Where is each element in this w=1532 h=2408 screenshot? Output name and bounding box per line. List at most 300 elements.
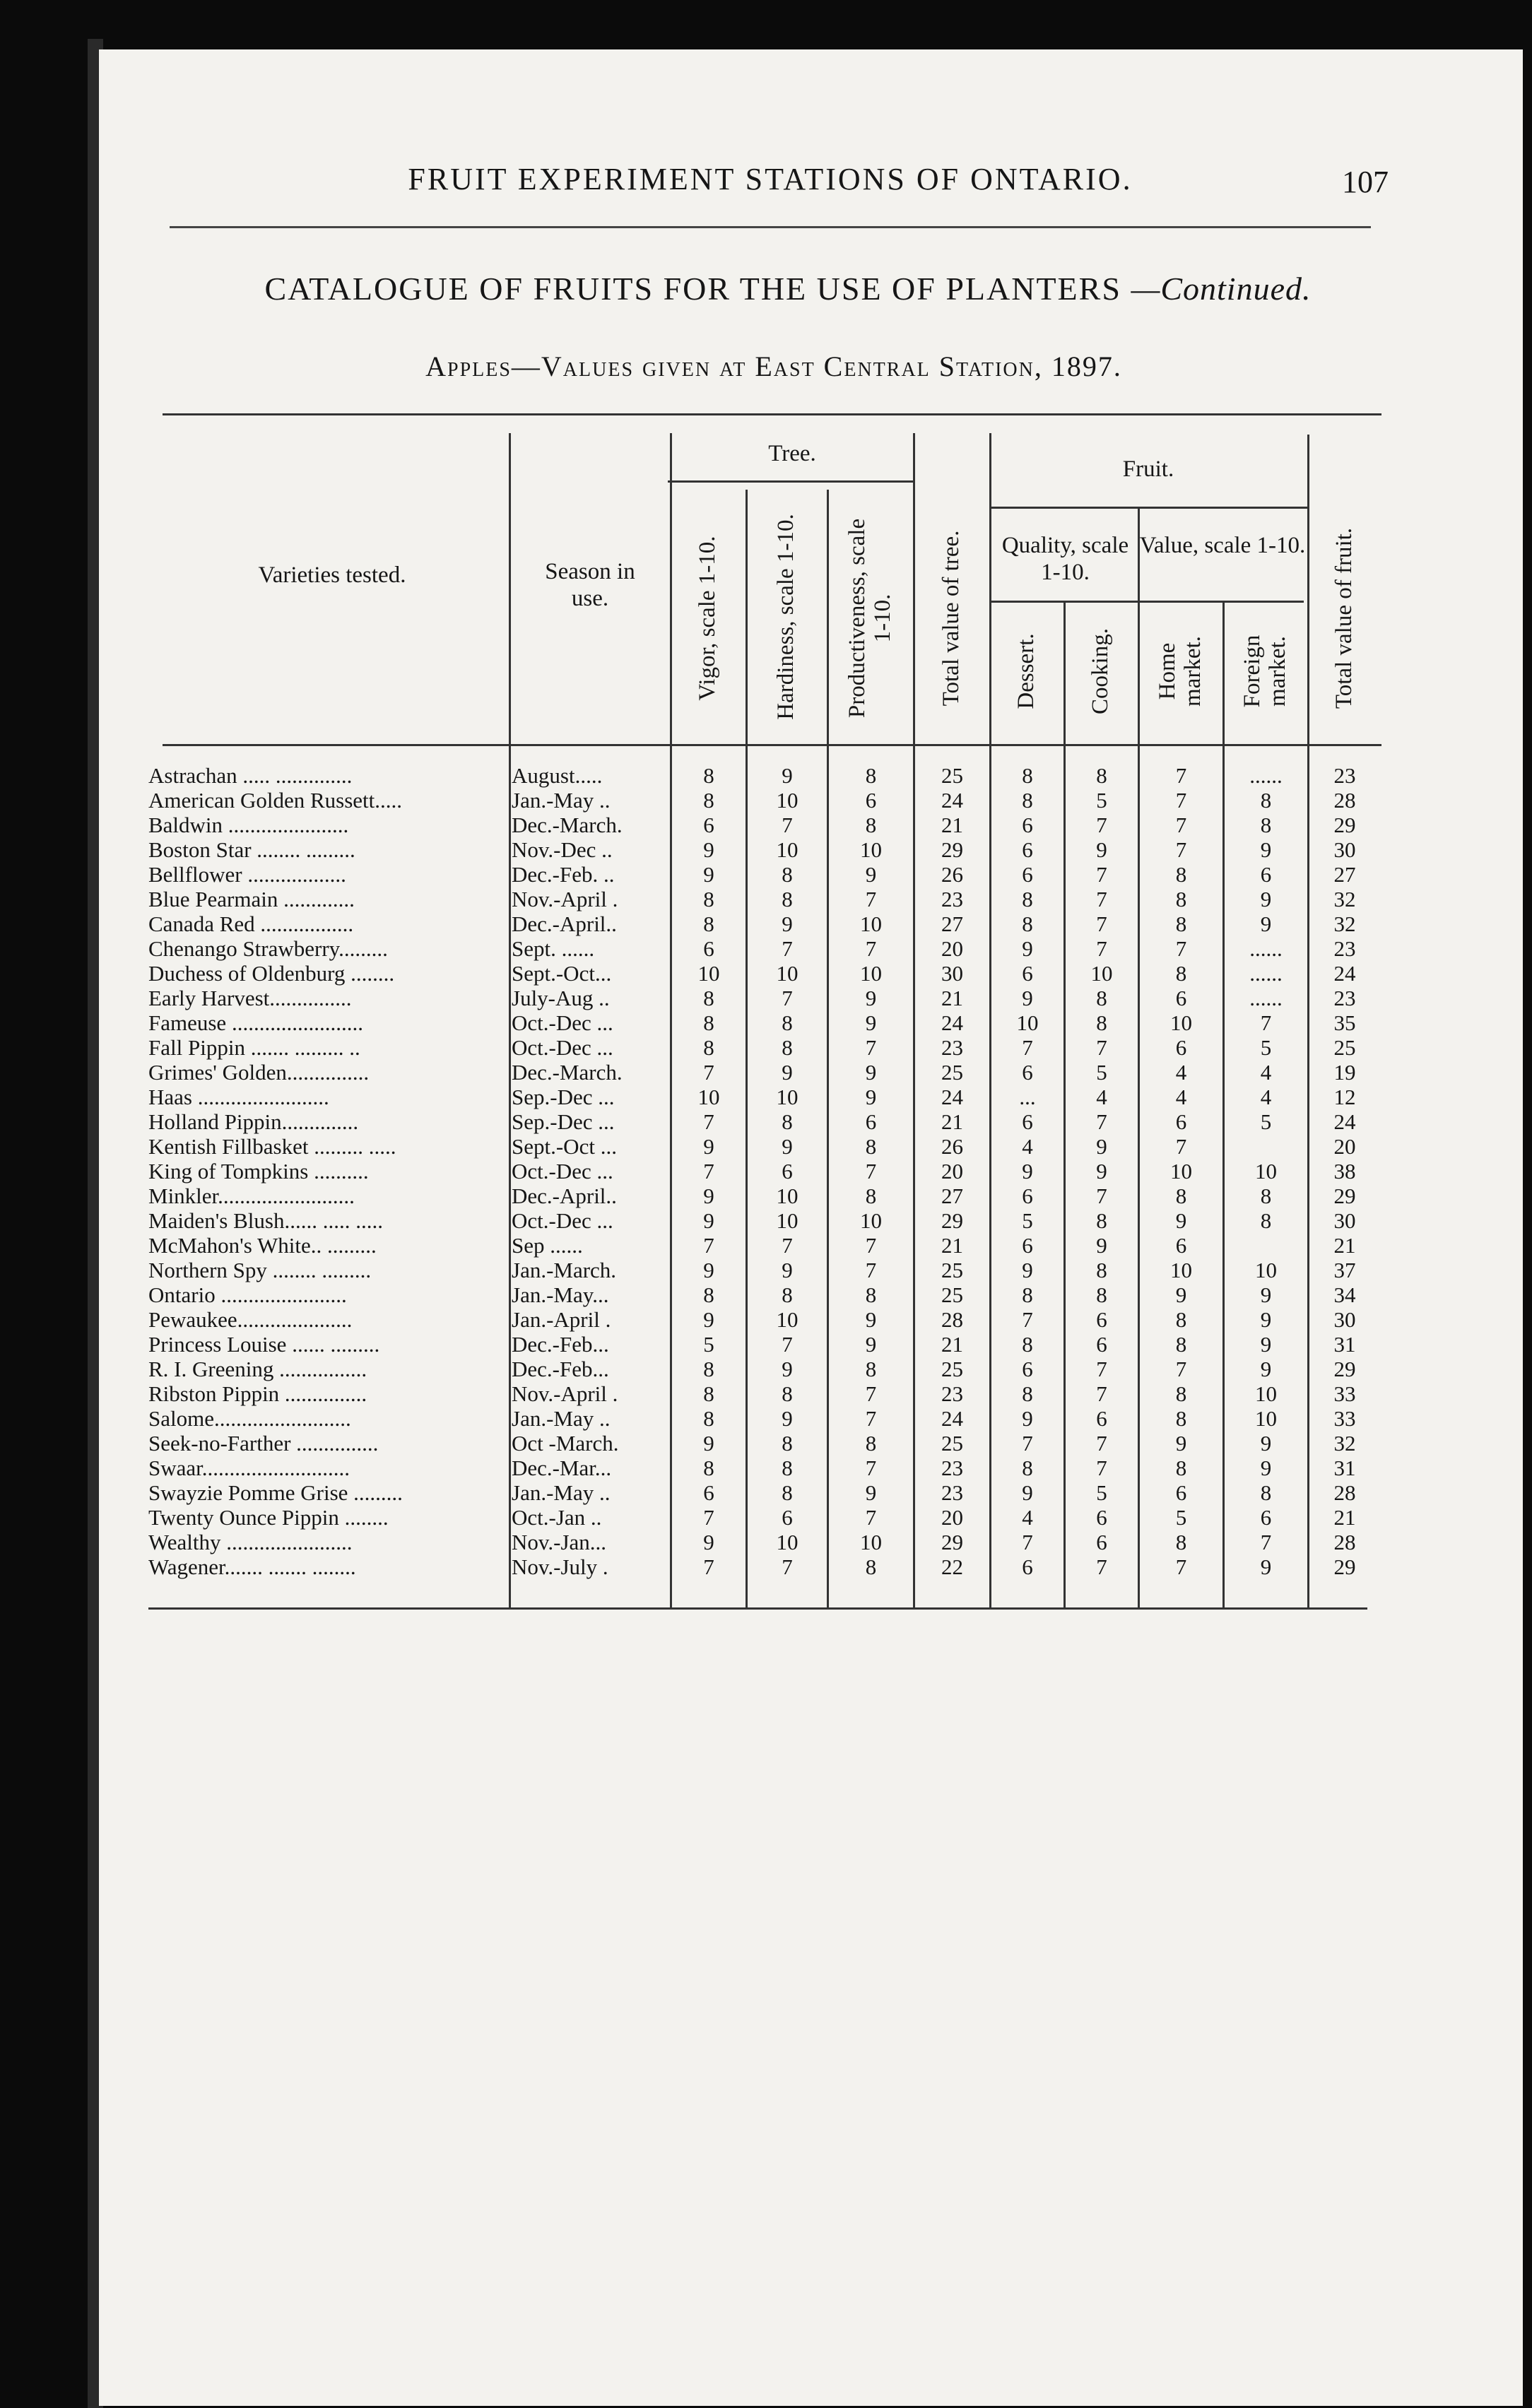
cell-foreign: 9	[1260, 1456, 1272, 1480]
cell-foreign: 7	[1260, 1010, 1272, 1035]
cell-home: 5	[1175, 1505, 1187, 1530]
table-row	[148, 1431, 1378, 1456]
cell-total-fruit: 12	[1333, 1085, 1356, 1109]
cell-home: 7	[1175, 837, 1187, 862]
cell-total-tree: 30	[941, 961, 963, 986]
cell-name: McMahon's White.. .........	[148, 1233, 377, 1258]
cell-productiveness: 10	[860, 911, 882, 936]
cell-home: 9	[1175, 1208, 1187, 1233]
cell-season: Oct -March.	[512, 1431, 619, 1456]
cell-total-tree: 22	[941, 1554, 963, 1579]
cell-total-fruit: 29	[1333, 1554, 1356, 1579]
cell-total-tree: 25	[941, 1282, 963, 1307]
cell-home: 4	[1175, 1060, 1187, 1085]
cell-dessert: 6	[1022, 1554, 1033, 1579]
cell-total-tree: 25	[941, 1060, 963, 1085]
cell-name: Duchess of Oldenburg ........	[148, 961, 395, 986]
cell-dessert: 9	[1022, 986, 1033, 1010]
header-dessert: Dessert.	[1013, 633, 1039, 709]
cell-vigor: 8	[703, 1456, 714, 1480]
cell-name: Baldwin ......................	[148, 813, 349, 837]
header-quality: Quality, scale 1-10.	[1001, 533, 1129, 585]
cell-total-fruit: 21	[1333, 1233, 1356, 1258]
header-fruit: Fruit.	[1122, 456, 1174, 482]
cell-season: Nov.-July .	[512, 1554, 608, 1579]
cell-home: 8	[1175, 1456, 1187, 1480]
cell-total-tree: 28	[941, 1307, 963, 1332]
cell-cooking: 5	[1096, 1060, 1107, 1085]
cell-name: Grimes' Golden...............	[148, 1060, 370, 1085]
cell-dessert: 8	[1022, 1381, 1033, 1406]
cell-total-fruit: 30	[1333, 837, 1356, 862]
cell-dessert: 6	[1022, 961, 1033, 986]
cell-total-fruit: 28	[1333, 788, 1356, 813]
cell-season: Jan.-May ..	[512, 788, 611, 813]
cell-hardiness: 8	[782, 887, 793, 911]
cell-season: Dec.-April..	[512, 1184, 617, 1208]
cell-season: Dec.-Feb...	[512, 1332, 609, 1357]
table-row	[148, 1010, 1378, 1035]
cell-foreign: 10	[1255, 1406, 1277, 1431]
cell-total-fruit: 35	[1333, 1010, 1356, 1035]
cell-foreign: 8	[1260, 788, 1272, 813]
cell-cooking: 7	[1096, 1431, 1107, 1456]
cell-dessert: 9	[1022, 1258, 1033, 1282]
table-row	[148, 1332, 1378, 1357]
cell-cooking: 7	[1096, 862, 1107, 887]
table-row	[148, 986, 1378, 1010]
cell-vigor: 8	[703, 911, 714, 936]
cell-total-fruit: 37	[1333, 1258, 1356, 1282]
cell-home: 8	[1175, 862, 1187, 887]
cell-total-fruit: 24	[1333, 1109, 1356, 1134]
cell-name: Kentish Fillbasket ......... .....	[148, 1134, 396, 1159]
table-row	[148, 1035, 1378, 1060]
cell-vigor: 9	[703, 1184, 714, 1208]
cell-season: Sept. ......	[512, 936, 595, 961]
cell-foreign: 5	[1260, 1109, 1272, 1134]
cell-total-tree: 24	[941, 1010, 963, 1035]
cell-cooking: 8	[1096, 763, 1107, 788]
cell-total-tree: 26	[941, 1134, 963, 1159]
cell-total-fruit: 30	[1333, 1208, 1356, 1233]
table-bottom-rule	[148, 1607, 1367, 1610]
table-row	[148, 887, 1378, 911]
table-row	[148, 1109, 1378, 1134]
cell-total-tree: 23	[941, 1381, 963, 1406]
cell-season: Sep.-Dec ...	[512, 1085, 615, 1109]
cell-dessert: 6	[1022, 1060, 1033, 1085]
cell-cooking: 7	[1096, 1109, 1107, 1134]
cell-name: Canada Red .................	[148, 911, 354, 936]
cell-hardiness: 10	[776, 1085, 799, 1109]
cell-total-fruit: 34	[1333, 1282, 1356, 1307]
cell-total-tree: 21	[941, 1332, 963, 1357]
cell-name: Haas ........................	[148, 1085, 329, 1109]
cell-name: Swaar...........................	[148, 1456, 350, 1480]
cell-vigor: 9	[703, 837, 714, 862]
cell-vigor: 6	[703, 936, 714, 961]
cell-foreign: 8	[1260, 1480, 1272, 1505]
header-home-market: Home market.	[1155, 636, 1206, 707]
cell-cooking: 9	[1096, 1134, 1107, 1159]
cell-total-fruit: 29	[1333, 1357, 1356, 1381]
cell-vigor: 5	[703, 1332, 714, 1357]
cell-total-tree: 25	[941, 1258, 963, 1282]
cell-home: 7	[1175, 1134, 1187, 1159]
cell-foreign: 8	[1260, 813, 1272, 837]
table-row	[148, 788, 1378, 813]
cell-productiveness: 8	[865, 1357, 877, 1381]
cell-name: King of Tompkins ..........	[148, 1159, 369, 1184]
table-top-rule	[163, 413, 1381, 415]
cell-dessert: 6	[1022, 813, 1033, 837]
cell-dessert: 7	[1022, 1530, 1033, 1554]
table-row	[148, 1554, 1378, 1579]
cell-season: Nov.-Dec ..	[512, 837, 613, 862]
cell-hardiness: 8	[782, 1480, 793, 1505]
table-row	[148, 961, 1378, 986]
cell-cooking: 7	[1096, 1456, 1107, 1480]
cell-foreign: 9	[1260, 837, 1272, 862]
cell-cooking: 7	[1096, 1357, 1107, 1381]
cell-vigor: 9	[703, 1431, 714, 1456]
cell-home: 6	[1175, 1480, 1187, 1505]
cell-dessert: 8	[1022, 1332, 1033, 1357]
header-value: Value, scale 1-10.	[1139, 533, 1306, 558]
cell-productiveness: 10	[860, 1530, 882, 1554]
cell-name: Blue Pearmain .............	[148, 887, 355, 911]
table-row	[148, 1282, 1378, 1307]
cell-cooking: 6	[1096, 1307, 1107, 1332]
page-number: 107	[1342, 165, 1389, 199]
cell-home: 6	[1175, 1109, 1187, 1134]
table-row	[148, 1085, 1378, 1109]
cell-season: Jan.-April .	[512, 1307, 611, 1332]
table-row	[148, 1357, 1378, 1381]
cell-productiveness: 7	[865, 1233, 877, 1258]
cell-dessert: 8	[1022, 1282, 1033, 1307]
cell-cooking: 5	[1096, 1480, 1107, 1505]
cell-total-tree: 25	[941, 1431, 963, 1456]
cell-productiveness: 7	[865, 1505, 877, 1530]
cell-total-tree: 27	[941, 1184, 963, 1208]
cell-home: 7	[1175, 763, 1187, 788]
cell-total-tree: 25	[941, 763, 963, 788]
fruit-values-table	[148, 413, 1378, 1615]
table-row	[148, 1530, 1378, 1554]
cell-total-fruit: 29	[1333, 813, 1356, 837]
cell-productiveness: 9	[865, 1010, 877, 1035]
cell-total-tree: 25	[941, 1357, 963, 1381]
cell-foreign: 10	[1255, 1258, 1277, 1282]
cell-name: Salome.........................	[148, 1406, 351, 1431]
cell-total-fruit: 24	[1333, 961, 1356, 986]
cell-home: 9	[1175, 1431, 1187, 1456]
cell-total-tree: 20	[941, 1505, 963, 1530]
cell-foreign: 9	[1260, 1431, 1272, 1456]
cell-vigor: 8	[703, 1282, 714, 1307]
cell-vigor: 8	[703, 986, 714, 1010]
cell-total-fruit: 23	[1333, 986, 1356, 1010]
table-row	[148, 1184, 1378, 1208]
cell-season: Nov.-April .	[512, 887, 618, 911]
cell-hardiness: 6	[782, 1505, 793, 1530]
cell-total-tree: 23	[941, 1035, 963, 1060]
header-rule	[170, 226, 1371, 228]
cell-name: Princess Louise ...... .........	[148, 1332, 380, 1357]
cell-home: 7	[1175, 936, 1187, 961]
cell-total-fruit: 20	[1333, 1134, 1356, 1159]
cell-name: Ontario .......................	[148, 1282, 347, 1307]
cell-dessert: 8	[1022, 887, 1033, 911]
cell-dessert: 4	[1022, 1134, 1033, 1159]
cell-total-fruit: 19	[1333, 1060, 1356, 1085]
cell-productiveness: 9	[865, 1332, 877, 1357]
cell-cooking: 8	[1096, 986, 1107, 1010]
running-head: FRUIT EXPERIMENT STATIONS OF ONTARIO.	[408, 162, 1133, 196]
cell-hardiness: 9	[782, 1406, 793, 1431]
cell-total-tree: 29	[941, 837, 963, 862]
cell-dessert: 6	[1022, 1184, 1033, 1208]
cell-hardiness: 9	[782, 1060, 793, 1085]
table-row	[148, 862, 1378, 887]
cell-foreign: 10	[1255, 1381, 1277, 1406]
cell-productiveness: 9	[865, 862, 877, 887]
cell-name: Ribston Pippin ...............	[148, 1381, 367, 1406]
cell-hardiness: 7	[782, 1233, 793, 1258]
cell-productiveness: 7	[865, 1159, 877, 1184]
cell-season: Nov.-April .	[512, 1381, 618, 1406]
cell-vigor: 6	[703, 813, 714, 837]
cell-name: Northern Spy ........ .........	[148, 1258, 372, 1282]
cell-cooking: 8	[1096, 1208, 1107, 1233]
cell-total-tree: 29	[941, 1530, 963, 1554]
cell-hardiness: 7	[782, 813, 793, 837]
cell-total-tree: 29	[941, 1208, 963, 1233]
table-row	[148, 1456, 1378, 1480]
catalogue-title	[212, 270, 1364, 307]
cell-total-tree: 21	[941, 813, 963, 837]
cell-cooking: 5	[1096, 788, 1107, 813]
header-productiveness: Productiveness, scale 1-10.	[844, 518, 895, 719]
cell-productiveness: 7	[865, 1035, 877, 1060]
cell-vigor: 10	[697, 961, 720, 986]
cell-foreign: 9	[1260, 911, 1272, 936]
quality-value-rule	[989, 601, 1304, 603]
cell-name: Astrachan ..... ..............	[148, 763, 353, 788]
cell-dessert: 9	[1022, 1480, 1033, 1505]
cell-cooking: 7	[1096, 936, 1107, 961]
cell-dessert: 5	[1022, 1208, 1033, 1233]
header-bottom-rule	[163, 744, 1381, 746]
cell-foreign: 4	[1260, 1060, 1272, 1085]
cell-total-tree: 21	[941, 1233, 963, 1258]
cell-vigor: 9	[703, 1208, 714, 1233]
cell-total-tree: 23	[941, 1480, 963, 1505]
table-row	[148, 837, 1378, 862]
cell-hardiness: 9	[782, 911, 793, 936]
cell-vigor: 7	[703, 1554, 714, 1579]
table-row	[148, 1233, 1378, 1258]
cell-hardiness: 10	[776, 1530, 799, 1554]
cell-foreign: 4	[1260, 1085, 1272, 1109]
cell-home: 8	[1175, 1381, 1187, 1406]
cell-hardiness: 7	[782, 936, 793, 961]
cell-home: 10	[1170, 1258, 1192, 1282]
cell-foreign: 6	[1260, 862, 1272, 887]
table-row	[148, 1505, 1378, 1530]
cell-productiveness: 8	[865, 1282, 877, 1307]
cell-cooking: 7	[1096, 1184, 1107, 1208]
cell-dessert: 8	[1022, 788, 1033, 813]
cell-cooking: 7	[1096, 1035, 1107, 1060]
cell-foreign: 10	[1255, 1159, 1277, 1184]
cell-foreign: ......	[1249, 936, 1283, 961]
cell-foreign: 8	[1260, 1184, 1272, 1208]
cell-total-fruit: 28	[1333, 1530, 1356, 1554]
header-total-fruit: Total value of fruit.	[1331, 527, 1357, 709]
cell-vigor: 9	[703, 1307, 714, 1332]
header-season: Season in use.	[545, 559, 635, 611]
cell-productiveness: 8	[865, 813, 877, 837]
cell-productiveness: 6	[865, 788, 877, 813]
cell-dessert: 6	[1022, 1357, 1033, 1381]
cell-dessert: 7	[1022, 1307, 1033, 1332]
cell-season: Oct.-Dec ...	[512, 1035, 613, 1060]
cell-home: 8	[1175, 1332, 1187, 1357]
cell-season: Dec.-April..	[512, 911, 617, 936]
cell-home: 10	[1170, 1159, 1192, 1184]
cell-hardiness: 8	[782, 1456, 793, 1480]
cell-home: 6	[1175, 986, 1187, 1010]
cell-productiveness: 7	[865, 1258, 877, 1282]
table-row	[148, 1480, 1378, 1505]
header-total-tree: Total value of tree.	[938, 530, 964, 707]
cell-season: Dec.-March.	[512, 813, 623, 837]
cell-name: Holland Pippin..............	[148, 1109, 359, 1134]
cell-productiveness: 7	[865, 887, 877, 911]
table-row	[148, 1258, 1378, 1282]
cell-vigor: 8	[703, 887, 714, 911]
cell-foreign: 9	[1260, 1332, 1272, 1357]
cell-season: Dec.-Feb...	[512, 1357, 609, 1381]
cell-foreign: 9	[1260, 1282, 1272, 1307]
cell-hardiness: 10	[776, 837, 799, 862]
cell-cooking: 6	[1096, 1406, 1107, 1431]
cell-home: 7	[1175, 1554, 1187, 1579]
cell-hardiness: 10	[776, 1208, 799, 1233]
cell-home: 9	[1175, 1282, 1187, 1307]
cell-cooking: 7	[1096, 887, 1107, 911]
cell-vigor: 7	[703, 1159, 714, 1184]
cell-name: American Golden Russett.....	[148, 788, 403, 813]
cell-foreign: ......	[1249, 961, 1283, 986]
cell-cooking: 4	[1096, 1085, 1107, 1109]
cell-dessert: 6	[1022, 1109, 1033, 1134]
cell-home: 7	[1175, 813, 1187, 837]
cell-total-tree: 26	[941, 862, 963, 887]
cell-hardiness: 8	[782, 1381, 793, 1406]
cell-cooking: 6	[1096, 1332, 1107, 1357]
cell-vigor: 8	[703, 1035, 714, 1060]
cell-vigor: 8	[703, 1357, 714, 1381]
cell-vigor: 9	[703, 1134, 714, 1159]
cell-hardiness: 7	[782, 1332, 793, 1357]
cell-dessert: 8	[1022, 911, 1033, 936]
cell-season: Oct.-Dec ...	[512, 1010, 613, 1035]
cell-name: Chenango Strawberry.........	[148, 936, 388, 961]
cell-cooking: 7	[1096, 1381, 1107, 1406]
cell-name: Seek-no-Farther ...............	[148, 1431, 379, 1456]
table-row	[148, 1060, 1378, 1085]
cell-total-fruit: 33	[1333, 1381, 1356, 1406]
header-foreign-market: Foreign market.	[1239, 635, 1290, 708]
cell-season: Jan.-May ..	[512, 1480, 611, 1505]
cell-total-fruit: 23	[1333, 763, 1356, 788]
cell-foreign: 5	[1260, 1035, 1272, 1060]
cell-hardiness: 8	[782, 1035, 793, 1060]
cell-total-fruit: 31	[1333, 1456, 1356, 1480]
catalogue-title-main: CATALOGUE OF FRUITS FOR THE USE OF PLANTERS	[264, 271, 1121, 307]
cell-total-fruit: 38	[1333, 1159, 1356, 1184]
cell-home: 7	[1175, 1357, 1187, 1381]
cell-home: 8	[1175, 1406, 1187, 1431]
cell-season: Sept.-Oct...	[512, 961, 612, 986]
cell-vigor: 8	[703, 1010, 714, 1035]
cell-season: Sep ......	[512, 1233, 583, 1258]
cell-total-tree: 21	[941, 1109, 963, 1134]
cell-home: 8	[1175, 887, 1187, 911]
cell-total-fruit: 32	[1333, 887, 1356, 911]
cell-name: Swayzie Pomme Grise .........	[148, 1480, 403, 1505]
cell-productiveness: 9	[865, 1307, 877, 1332]
cell-productiveness: 6	[865, 1109, 877, 1134]
cell-cooking: 8	[1096, 1258, 1107, 1282]
cell-cooking: 8	[1096, 1010, 1107, 1035]
cell-dessert: 6	[1022, 1233, 1033, 1258]
cell-cooking: 9	[1096, 1233, 1107, 1258]
cell-productiveness: 8	[865, 763, 877, 788]
table-row	[148, 763, 1378, 788]
cell-total-fruit: 30	[1333, 1307, 1356, 1332]
cell-total-tree: 27	[941, 911, 963, 936]
header-tree: Tree.	[768, 441, 816, 466]
cell-hardiness: 10	[776, 1184, 799, 1208]
cell-foreign: 7	[1260, 1530, 1272, 1554]
cell-productiveness: 8	[865, 1184, 877, 1208]
cell-dessert: 9	[1022, 1406, 1033, 1431]
cell-cooking: 10	[1090, 961, 1113, 986]
cell-home: 6	[1175, 1233, 1187, 1258]
cell-name: Wagener....... ....... ........	[148, 1554, 356, 1579]
cell-productiveness: 9	[865, 1085, 877, 1109]
cell-name: R. I. Greening ................	[148, 1357, 367, 1381]
cell-total-fruit: 25	[1333, 1035, 1356, 1060]
tree-header-rule	[668, 480, 915, 483]
cell-productiveness: 8	[865, 1134, 877, 1159]
table-row	[148, 936, 1378, 961]
cell-vigor: 6	[703, 1480, 714, 1505]
cell-cooking: 6	[1096, 1505, 1107, 1530]
cell-dessert: 8	[1022, 763, 1033, 788]
cell-season: Jan.-May...	[512, 1282, 609, 1307]
cell-dessert: 10	[1016, 1010, 1039, 1035]
cell-vigor: 7	[703, 1505, 714, 1530]
cell-productiveness: 10	[860, 961, 882, 986]
table-row	[148, 1208, 1378, 1233]
cell-total-tree: 20	[941, 1159, 963, 1184]
